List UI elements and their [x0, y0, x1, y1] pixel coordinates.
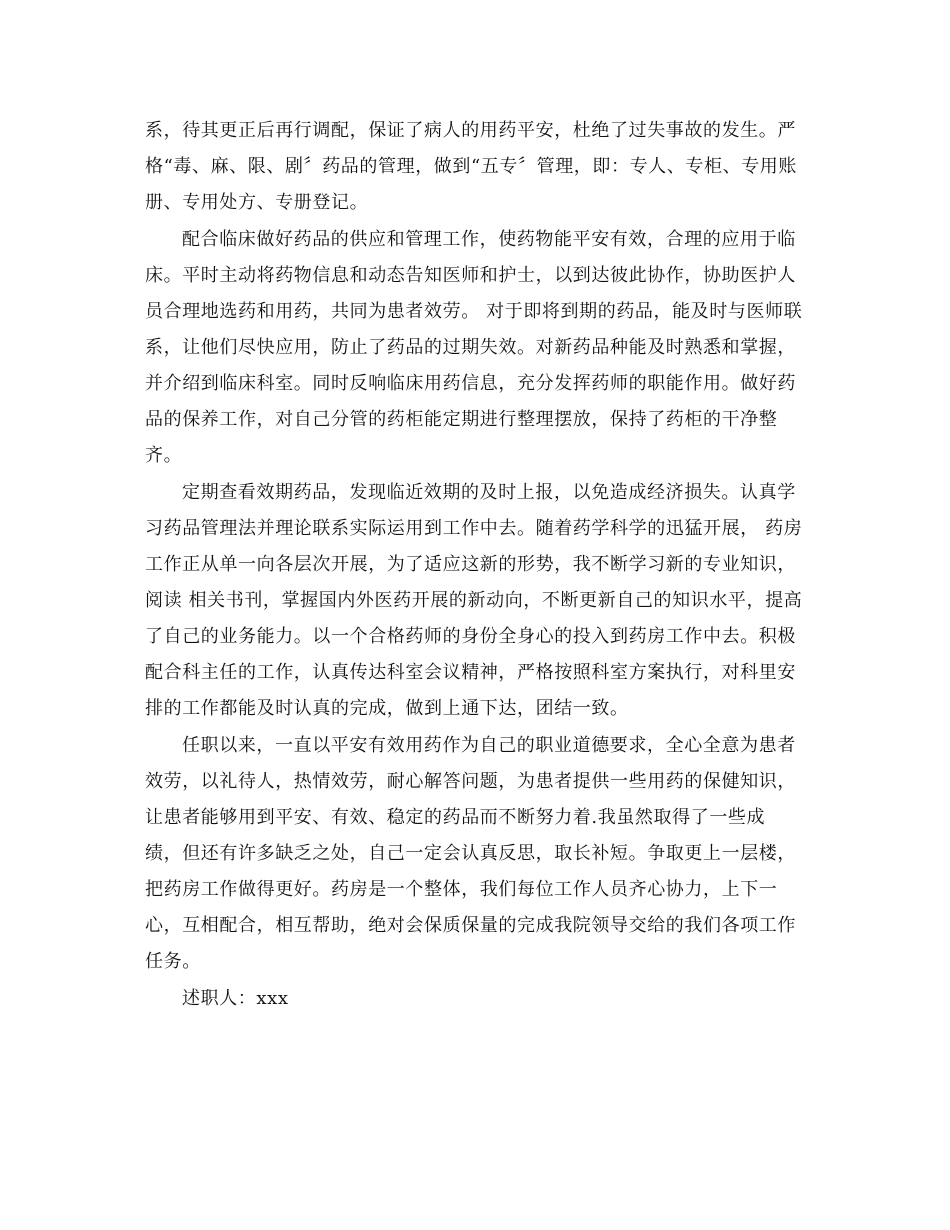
text-line: 系，让他们尽快应用，防止了药品的过期失效。对新药品种能及时熟悉和掌握， [145, 337, 796, 358]
text-line: 任职以来，一直以平安有效用药作为自己的职业道德要求，全心全意为患者 [182, 735, 796, 756]
text-line: 了自己的业务能力。以一个合格药师的身份全身心的投入到药房工作中去。积极 [145, 626, 796, 647]
text-line: 让患者能够用到平安、有效、稳定的药品而不断努力着.我虽然取得了一些成 [145, 807, 766, 828]
text-line: 配合临床做好药品的供应和管理工作，使药物能平安有效，合理的应用于临 [182, 229, 796, 250]
text-line: 工作正从单一向各层次开展，为了适应这新的形势，我不断学习新的专业知识， [145, 554, 796, 575]
text-line: 册、专用处方、专册登记。 [145, 192, 369, 213]
signature-line: 述职人：xxx [182, 988, 289, 1009]
text-line: 排的工作都能及时认真的完成，做到上通下达，团结一致。 [145, 698, 629, 719]
text-line: 品的保养工作，对自己分管的药柜能定期进行整理摆放，保持了药柜的干净整 [145, 409, 778, 430]
text-line: 把药房工作做得更好。药房是一个整体，我们每位工作人员齐心协力，上下一 [145, 879, 778, 900]
text-line: 床。平时主动将药物信息和动态告知医师和护士，以到达彼此协作，协助医护人 [145, 265, 796, 286]
text-line: 效劳，以礼待人，热情效劳，耐心解答问题，为患者提供一些用药的保健知识， [145, 771, 796, 792]
text-line: 任务。 [145, 951, 201, 972]
text-line: 格“毒、麻、限、剧〞药品的管理，做到“五专〞管理，即：专人、专柜、专用账 [145, 156, 798, 177]
text-line: 齐。 [145, 445, 183, 466]
text-line: 并介绍到临床科室。同时反响临床用药信息，充分发挥药师的职能作用。做好药 [145, 373, 796, 394]
text-line: 员合理地选药和用药，共同为患者效劳。 对于即将到期的药品，能及时与医师联 [145, 301, 803, 322]
text-line: 配合科主任的工作，认真传达科室会议精神，严格按照科室方案执行，对科里安 [145, 662, 796, 683]
text-line: 定期查看效期药品，发现临近效期的及时上报，以免造成经济损失。认真学 [182, 482, 796, 503]
text-line: 系，待其更正后再行调配，保证了病人的用药平安，杜绝了过失事故的发生。严 [145, 120, 796, 141]
text-line: 阅读 相关书刊，掌握国内外医药开展的新动向，不断更新自己的知识水平，提高 [145, 590, 803, 611]
text-line: 习药品管理法并理论联系实际运用到工作中去。随着药学科学的迅猛开展， 药房 [145, 518, 803, 539]
text-line: 绩，但还有许多缺乏之处，自己一定会认真反思，取长补短。争取更上一层楼， [145, 843, 796, 864]
text-line: 心，互相配合，相互帮助，绝对会保质保量的完成我院领导交给的我们各项工作 [145, 915, 796, 936]
